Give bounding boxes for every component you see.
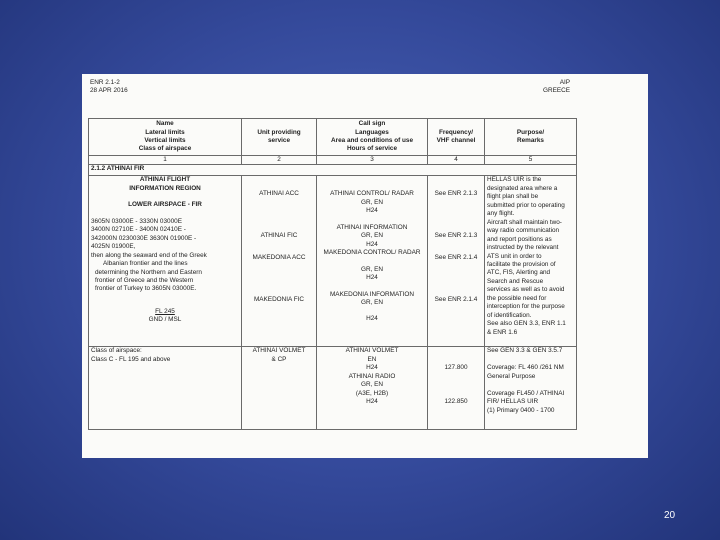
remark-line: way radio communication	[487, 227, 560, 235]
coord-line: then along the seaward end of the Greek	[91, 251, 207, 259]
callsign: MAKEDONIA CONTROL/ RADAR	[323, 249, 421, 257]
unit-name: ATHINAI FIC	[260, 231, 298, 239]
col-number: 2	[242, 156, 317, 165]
frequency-ref: See ENR 2.1.3	[434, 190, 478, 198]
see-also: See GEN 3.3 & GEN 3.5.7	[487, 347, 563, 355]
languages: GR, EN	[360, 381, 383, 389]
section-title-row	[89, 165, 577, 176]
remark-line: FIR/ HELLAS UIR	[487, 398, 539, 406]
remark-line: HELLAS UIR is the	[487, 176, 542, 184]
section-title: 2.1.2 ATHINAI FIR	[89, 165, 577, 176]
volmet-row	[89, 347, 577, 430]
doc-publication: AIP	[559, 79, 570, 86]
hours: H24	[366, 274, 378, 282]
remark-line: Search and Rescue	[487, 277, 544, 285]
coord-line: 3605N 03000E - 3330N 03000E	[91, 217, 182, 225]
doc-country: GREECE	[543, 87, 570, 95]
unit-cell	[242, 176, 317, 347]
doc-ref: ENR 2.1-2	[90, 79, 120, 86]
hours: H24	[366, 207, 378, 215]
unit-name: ATHINAI VOLMET	[252, 347, 306, 355]
callsign: MAKEDONIA INFORMATION	[329, 290, 415, 298]
volmet-frequency-cell	[428, 347, 485, 430]
frequency-cell	[428, 176, 485, 347]
callsign: ATHINAI INFORMATION	[336, 223, 408, 231]
doc-header-right	[543, 79, 570, 96]
remark-line: the possible need for	[487, 294, 547, 302]
region-title: ATHINAI FLIGHT	[139, 176, 191, 184]
unit-name: MAKEDONIA FIC	[253, 295, 305, 303]
remark-line: ATS unit in order to	[487, 252, 542, 260]
remark-line: (1) Primary 0400 - 1700	[487, 406, 555, 414]
area-of-use: (A3E, H2B)	[355, 389, 389, 397]
coord-line: frontier of Greece and the Western	[95, 276, 194, 284]
col-header-frequency: Frequency/ VHF channel	[428, 119, 485, 156]
remark-line: and report positions as	[487, 235, 552, 243]
slide-number: 20	[664, 510, 676, 521]
languages: GR, EN	[360, 298, 383, 306]
unit-name: ATHINAI ACC	[259, 190, 299, 198]
doc-date: 28 APR 2016	[90, 87, 128, 95]
remark-line: ATC, FIS, Alerting and	[487, 269, 551, 277]
fir-row	[89, 176, 577, 347]
col-header-callsign: Call sign Languages Area and conditions of use Hours of service	[317, 119, 428, 156]
remark-line: & ENR 1.6	[487, 328, 518, 336]
col-header-unit: Unit providing service	[242, 119, 317, 156]
callsign: ATHINAI VOLMET	[345, 347, 399, 355]
remark-line: submitted prior to operating	[487, 201, 565, 209]
coord-line: frontier of Turkey to 3605N 03000E.	[95, 285, 197, 293]
vertical-upper-limit: FL 245	[155, 307, 175, 315]
remark-line: facilitate the provision of	[487, 260, 556, 268]
class-label: Class of airspace:	[91, 347, 142, 355]
lower-airspace-label: LOWER AIRSPACE - FIR	[128, 201, 202, 209]
frequency: 122.850	[444, 398, 468, 406]
volmet-unit-cell	[242, 347, 317, 430]
remark-line: Aircraft shall maintain two-	[487, 218, 562, 226]
volmet-remarks-cell	[485, 347, 577, 430]
class-of-airspace-cell	[89, 347, 242, 430]
volmet-callsign-cell	[317, 347, 428, 430]
languages: GR, EN	[360, 198, 383, 206]
remark-line: any flight.	[487, 210, 515, 218]
hours: H24	[366, 315, 378, 323]
languages: EN	[367, 355, 377, 363]
unit-name: MAKEDONIA ACC	[252, 254, 306, 262]
remark-line: services as well as to avoid	[487, 286, 565, 294]
frequency: 127.800	[444, 364, 468, 372]
frequency-ref: See ENR 2.1.3	[434, 231, 478, 239]
coord-line: 3400N 02710E - 3400N 02410E -	[91, 226, 186, 234]
remark-line: designated area where a	[487, 184, 558, 192]
remark-line: General Purpose	[487, 372, 536, 380]
col-number: 4	[428, 156, 485, 165]
unit-name: & CP	[271, 355, 287, 363]
col-number: 5	[485, 156, 577, 165]
region-cell	[89, 176, 242, 347]
column-number-row	[89, 156, 577, 165]
hours: H24	[366, 240, 378, 248]
coord-line: determining the Northern and Eastern	[95, 268, 202, 276]
remark-line: flight plan shall be	[487, 193, 539, 201]
col-header-remarks: Purpose/ Remarks	[485, 119, 577, 156]
remark-line: See also GEN 3.3, ENR 1.1	[487, 320, 566, 328]
callsign: ATHINAI RADIO	[348, 372, 396, 380]
callsign: ATHINAI CONTROL/ RADAR	[330, 190, 414, 198]
remark-line: of identification.	[487, 311, 532, 319]
class-value: Class C - FL 195 and above	[91, 355, 171, 363]
col-header-name: Name Lateral limits Vertical limits Class of airspace	[89, 119, 242, 156]
languages: GR, EN	[360, 265, 383, 273]
doc-header-left	[90, 79, 128, 96]
table-header-row	[89, 119, 577, 156]
remark-line: interception for the purpose	[487, 303, 565, 311]
remark-line: Coverage: FL 460 /261 NM	[487, 364, 564, 372]
col-number: 3	[317, 156, 428, 165]
frequency-ref: See ENR 2.1.4	[434, 254, 478, 262]
frequency-ref: See ENR 2.1.4	[434, 295, 478, 303]
hours: H24	[366, 364, 378, 372]
coord-line: 4025N 01900E,	[91, 243, 136, 251]
col-number: 1	[89, 156, 242, 165]
coord-line: 342000N 0230030E 3630N 01900E -	[91, 234, 197, 242]
remark-line: Coverage FL450 / ATHINAI	[487, 389, 565, 397]
region-title: INFORMATION REGION	[129, 184, 201, 192]
hours: H24	[366, 398, 378, 406]
languages: GR, EN	[360, 232, 383, 240]
vertical-lower-limit: GND / MSL	[148, 316, 182, 324]
airspace-table	[88, 118, 577, 430]
coord-line: Albanian frontier and the lines	[103, 260, 188, 268]
aip-document-page	[82, 74, 648, 458]
remark-line: instructed by the relevant	[487, 244, 559, 252]
callsign-cell	[317, 176, 428, 347]
remarks-cell	[485, 176, 577, 347]
